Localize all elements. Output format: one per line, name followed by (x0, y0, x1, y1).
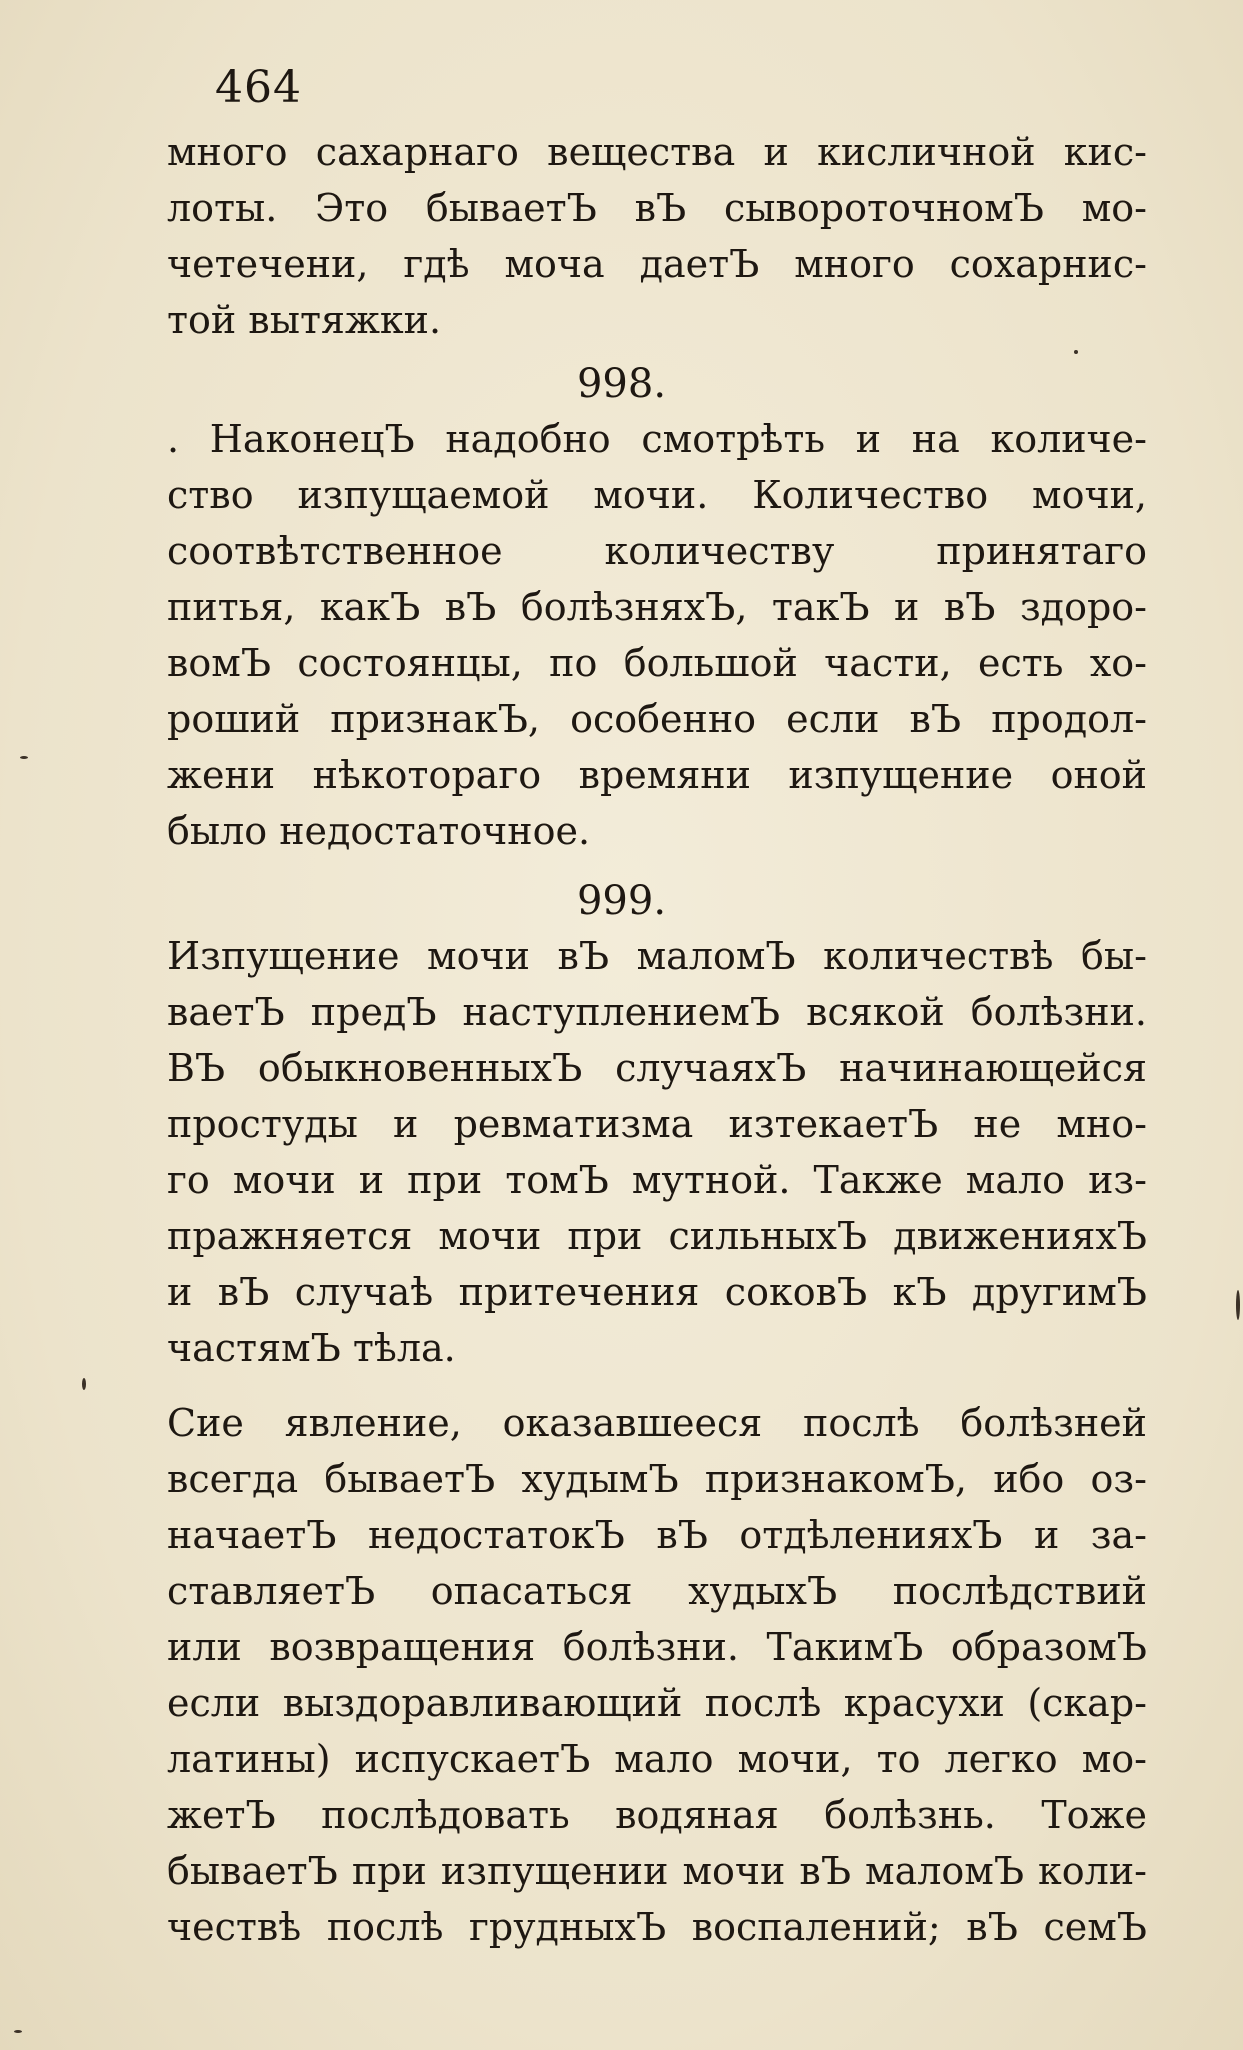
section-number: 999. (576, 878, 667, 924)
text-line: пражняется мочи при сильныхЪ движенияхЪ (167, 1214, 1147, 1258)
text-line: Изпущение мочи вЪ маломЪ количествѣ бы- (167, 934, 1147, 978)
text-line: вомЪ состоянцы, по большой части, есть хо- (167, 641, 1147, 685)
text-line: ВЪ обыкновенныхЪ случаяхЪ начинающейся (167, 1046, 1147, 1090)
text-line: ваетЪ предЪ наступлениемЪ всякой болѣзни. (167, 990, 1147, 1034)
text-line: Сие явление, оказавшееся послѣ болѣзней (167, 1401, 1147, 1445)
text-line: питья, какЪ вЪ болѣзняхЪ, такЪ и вЪ здоро- (167, 585, 1147, 629)
text-line: го мочи и при томЪ мутной. Также мало из- (167, 1158, 1147, 1202)
text-line: четечени, гдѣ моча даетЪ много сохарнис- (167, 242, 1147, 286)
paper-mark (1074, 350, 1078, 354)
text-line: чествѣ послѣ грудныхЪ воспалений; вЪ семЪ (167, 1905, 1147, 1949)
text-line: всегда бываетЪ худымЪ признакомЪ, ибо оз- (167, 1457, 1147, 1501)
text-line: роший признакЪ, особенно если вЪ продол- (167, 697, 1147, 741)
section-number: 998. (576, 361, 667, 407)
text-line: соотвѣтственное количеству принятаго (167, 529, 1147, 573)
text-line: было недостаточное. (167, 809, 591, 853)
text-line: . НаконецЪ надобно смотрѣть и на количе- (167, 417, 1147, 461)
text-line: много сахарнаго вещества и кисличной кис- (167, 130, 1147, 174)
text-line: если выздоравливающий послѣ красухи (скар- (167, 1681, 1147, 1725)
text-line: той вытяжки. (167, 298, 442, 342)
paper-mark (14, 2030, 22, 2033)
text-line: лоты. Это бываетЪ вЪ сывороточномЪ мо- (167, 186, 1147, 230)
text-line: ство изпущаемой мочи. Количество мочи, (167, 473, 1147, 517)
text-line: или возвращения болѣзни. ТакимЪ образомЪ (167, 1625, 1147, 1669)
text-line: и вЪ случаѣ притечения соковЪ кЪ другимЪ (167, 1270, 1147, 1314)
text-line: латины) испускаетЪ мало мочи, то легко мо- (167, 1737, 1147, 1781)
page-number: 464 (215, 62, 302, 113)
paper-mark (20, 756, 28, 759)
text-line: начаетЪ недостатокЪ вЪ отдѣленияхЪ и за- (167, 1513, 1147, 1557)
text-line: частямЪ тѣла. (167, 1326, 456, 1370)
text-line: жетЪ послѣдовать водяная болѣзнь. Тоже (167, 1793, 1147, 1837)
paper-mark (1236, 1290, 1240, 1320)
text-line: ставляетЪ опасаться худыхЪ послѣдствий (167, 1569, 1147, 1613)
text-line: жени нѣкотораго времяни изпущение оной (167, 753, 1147, 797)
text-line: бываетЪ при изпущении мочи вЪ маломЪ коли- (167, 1849, 1147, 1893)
paper-mark (82, 1378, 86, 1390)
text-line: простуды и ревматизма изтекаетЪ не мно- (167, 1102, 1147, 1146)
